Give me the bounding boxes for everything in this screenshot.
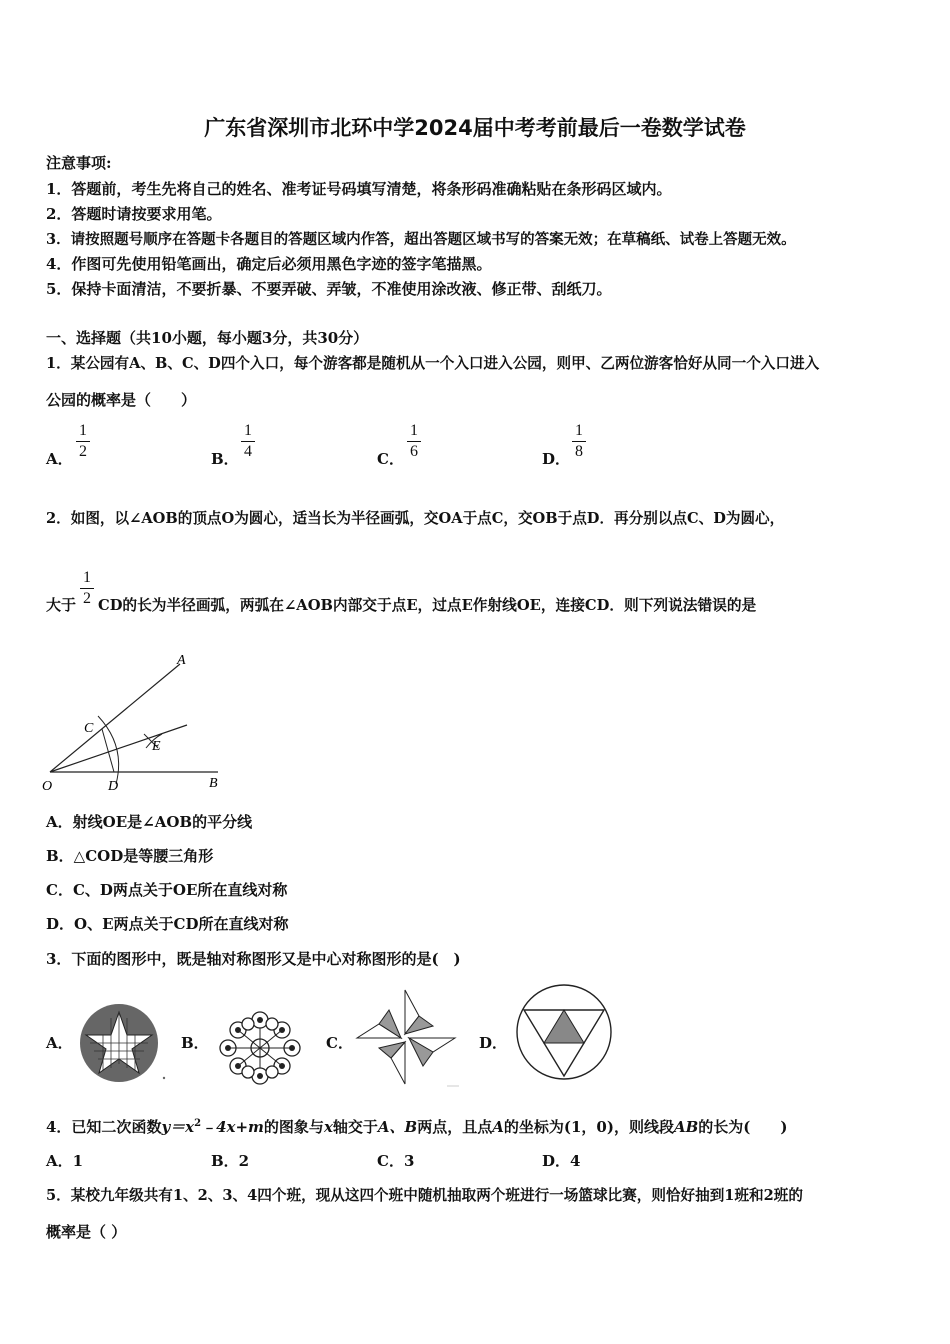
notice-item: 3．请按照题号顺序在答题卡各题目的答题区域内作答，超出答题区域书写的答案无效；在草稿纸、试卷上答题无效。 [46,231,796,248]
q1-text-cont: 公园的概率是（ ） [46,391,197,409]
q1-option-c-fraction: 1 6 [407,422,421,461]
label-b: B [209,776,218,791]
q2-angle-figure [40,650,240,795]
q3-pinwheel-figure [353,988,463,1088]
q2-option: C．C、D两点关于OE所在直线对称 [46,881,288,899]
q3-option-b-label: B． [181,1034,209,1052]
q2-option: D．O、E两点关于CD所在直线对称 [46,915,289,933]
page-title: 广东省深圳市北环中学2024届中考考前最后一卷数学试卷 [204,116,746,140]
q3-circles-figure [215,1010,305,1086]
q3-option-a-label: A． [46,1034,73,1052]
q1-option-b-label: B． [211,450,239,468]
q4-option: D．4 [542,1152,581,1170]
q3-option-d-label: D． [479,1034,508,1052]
q3-option-c-label: C． [326,1034,353,1052]
q2-text-pre: 大于 [46,596,77,614]
q2-option: A．射线OE是∠AOB的平分线 [46,813,253,831]
q1-option-d-fraction: 1 8 [572,422,586,461]
q1-option-b-fraction: 1 4 [241,422,255,461]
label-o: O [42,779,53,794]
q3-star-figure [76,1004,166,1084]
q5-text: 5．某校九年级共有1、2、3、4四个班，现从这四个班中随机抽取两个班进行一场篮球比赛，则恰好抽到1班和2班的 [46,1187,803,1204]
q2-text-post: CD的长为半径画弧，两弧在∠AOB内部交于点E，过点E作射线OE，连接CD．则下列说法错误的是 [98,597,757,614]
q2-option: B．△COD是等腰三角形 [46,847,214,865]
q4-option: B．2 [211,1152,250,1170]
q4-text: 4．已知二次函数$y=x^2﹣4x+m$的图象与x轴交于A、B两点，且点A的坐标为(1，0)，则线段AB的长为( ) [46,1118,788,1136]
q1-text: 1．某公园有A、B、C、D四个入口，每个游客都是随机从一个入口进入公园，则甲、乙两位游客恰好从同一个入口进入 [46,355,820,372]
notice-item: 2．答题时请按要求用笔。 [46,205,222,223]
q3-text: 3．下面的图形中，既是轴对称图形又是中心对称图形的是( ) [46,950,461,968]
section-heading: 一、选择题（共10小题，每小题3分，共30分） [46,329,369,347]
label-e: E [152,739,161,754]
notice-item: 1．答题前，考生先将自己的姓名、准考证号码填写清楚，将条形码准确粘贴在条形码区域内。 [46,180,672,198]
q1-option-d-label: D． [542,450,571,468]
label-a: A [177,653,186,668]
notice-item: 4．作图可先使用铅笔画出，确定后必须用黑色字迹的签字笔描黑。 [46,255,492,273]
q2-fraction: 1 2 [80,569,94,608]
label-d: D [108,779,119,794]
q4-option: C．3 [377,1152,415,1170]
q1-option-a-fraction: 1 2 [76,422,90,461]
q2-text: 2．如图，以∠AOB的顶点O为圆心，适当长为半径画弧，交OA于点C，交OB于点D．再分别以点C、D为圆心， [46,510,785,527]
q1-option-a-label: A． [46,450,73,468]
notice-item: 5．保持卡面清洁，不要折暴、不要弄破、弄皱，不准使用涂改液、修正带、刮纸刀。 [46,280,612,298]
q5-text-cont: 概率是（ ） [46,1223,127,1241]
notice-heading: 注意事项: [46,154,112,172]
q3-triangle-circle-figure [514,982,614,1082]
label-c: C [84,721,94,736]
q1-option-c-label: C． [377,450,404,468]
q4-option: A．1 [46,1152,84,1170]
